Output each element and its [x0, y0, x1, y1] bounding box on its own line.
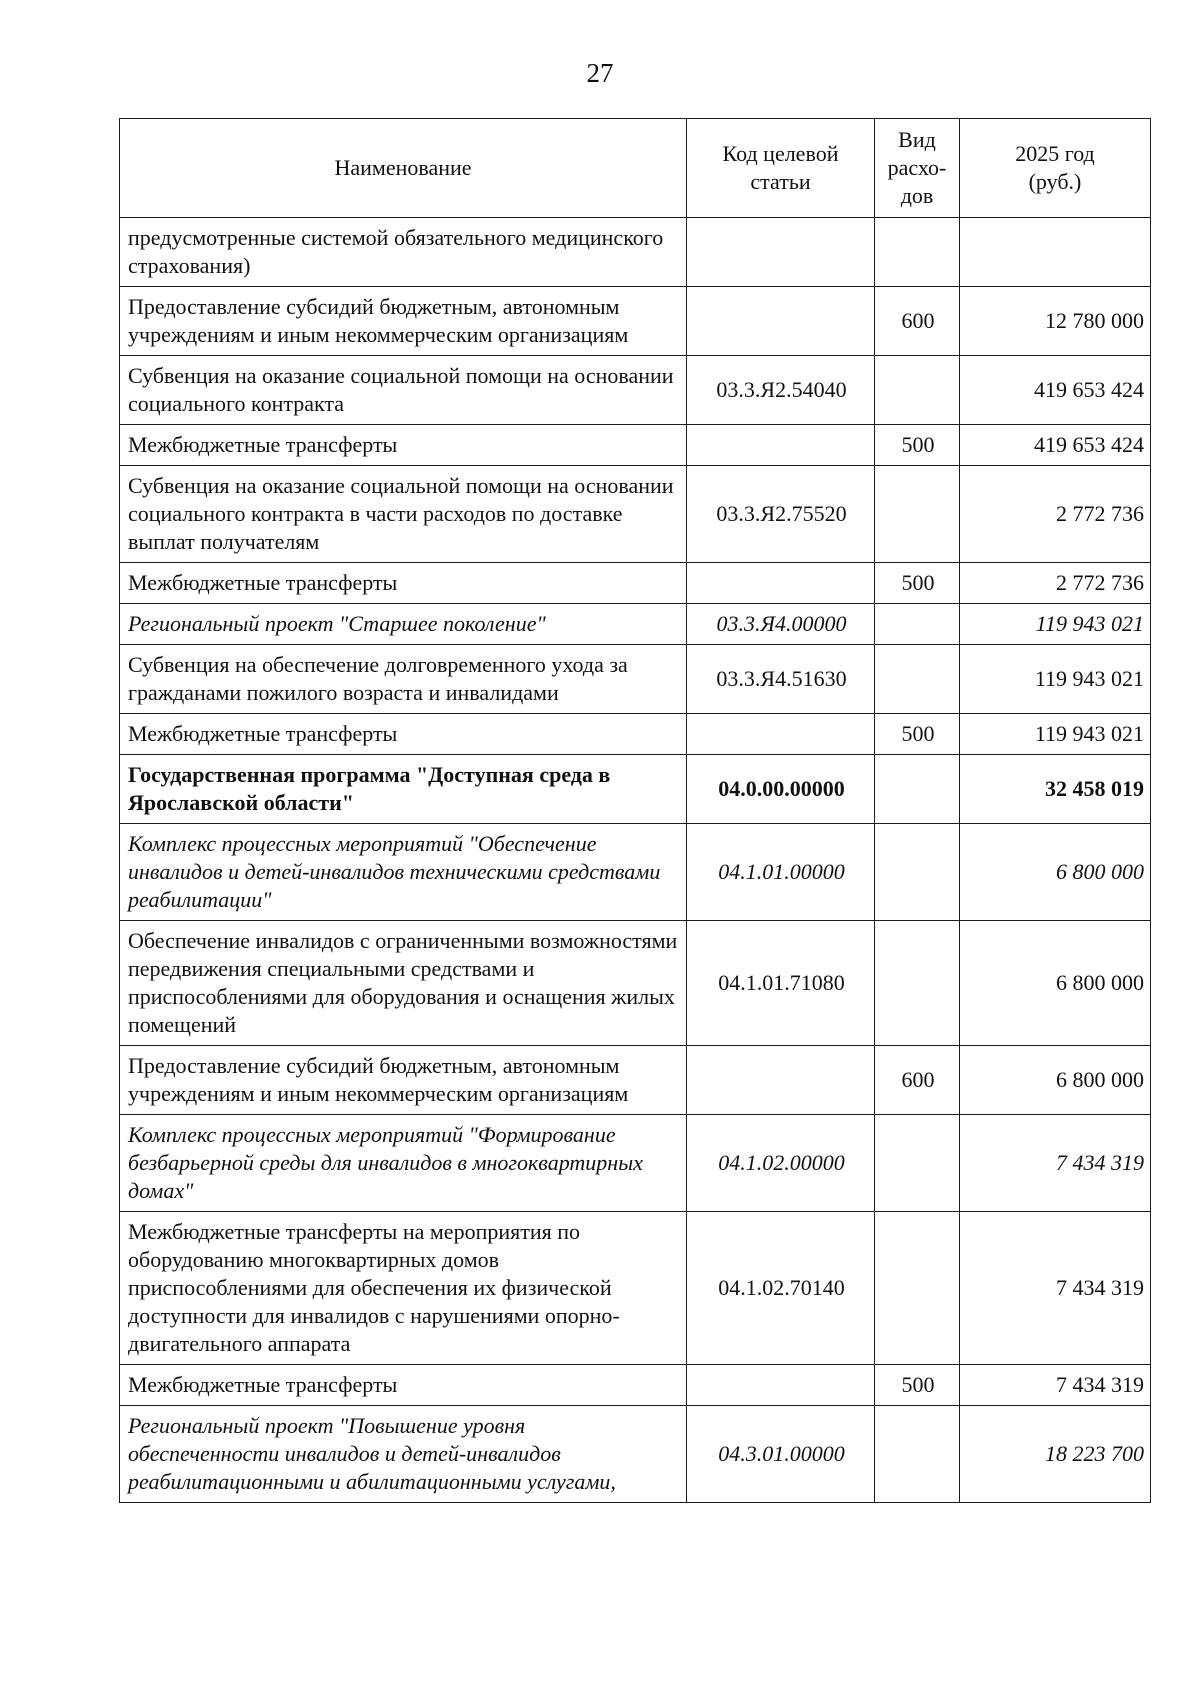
- table-row: [120, 714, 1151, 755]
- table-row: [120, 287, 1151, 356]
- row-amount-cell: 7 434 319: [960, 1365, 1151, 1406]
- row-amount-cell: 7 434 319: [960, 1212, 1151, 1365]
- row-name-cell: Субвенция на обеспечение долговременного ухода за гражданами пожилого возраста и инвалидами: [120, 645, 687, 714]
- row-code-cell: 04.3.01.00000: [687, 1406, 875, 1503]
- row-code-cell: [687, 714, 875, 755]
- row-amount-cell: 7 434 319: [960, 1115, 1151, 1212]
- row-type-cell: [875, 755, 960, 824]
- row-name-cell: Субвенция на оказание социальной помощи на основании социального контракта: [120, 356, 687, 425]
- table-row: [120, 563, 1151, 604]
- header-row: [120, 119, 1151, 218]
- table-row: [120, 604, 1151, 645]
- row-type-cell: 500: [875, 1365, 960, 1406]
- row-name-cell: Субвенция на оказание социальной помощи на основании социального контракта в части расходов по доставке выплат получателям: [120, 466, 687, 563]
- row-name-cell: предусмотренные системой обязательного медицинского страхования): [120, 218, 687, 287]
- table-row: [120, 1365, 1151, 1406]
- row-code-cell: 03.3.Я2.75520: [687, 466, 875, 563]
- row-type-cell: [875, 218, 960, 287]
- row-code-cell: [687, 1046, 875, 1115]
- row-amount-cell: 18 223 700: [960, 1406, 1151, 1503]
- table-row: [120, 1046, 1151, 1115]
- row-code-cell: [687, 1365, 875, 1406]
- row-type-cell: [875, 645, 960, 714]
- table-body: [120, 218, 1151, 1503]
- row-type-cell: [875, 921, 960, 1046]
- header-name-label: Наименование: [334, 155, 472, 180]
- row-amount-cell: 119 943 021: [960, 604, 1151, 645]
- table-row: [120, 645, 1151, 714]
- row-code-cell: 04.1.01.00000: [687, 824, 875, 921]
- row-code-cell: 03.3.Я4.51630: [687, 645, 875, 714]
- header-amount: [960, 119, 1151, 218]
- row-name-cell: Региональный проект "Старшее поколение": [120, 604, 687, 645]
- row-name-cell: Государственная программа "Доступная среда в Ярославской области": [120, 755, 687, 824]
- table-row: [120, 1115, 1151, 1212]
- row-type-cell: [875, 1406, 960, 1503]
- table-header: [120, 119, 1151, 218]
- row-name-cell: Комплекс процессных мероприятий "Формирование безбарьерной среды для инвалидов в многоквартирных домах": [120, 1115, 687, 1212]
- header-code: [687, 119, 875, 218]
- row-name-cell: Межбюджетные трансферты: [120, 714, 687, 755]
- table-row: [120, 425, 1151, 466]
- row-name-cell: Комплекс процессных мероприятий "Обеспечение инвалидов и детей-инвалидов техническими средствами реабилитации": [120, 824, 687, 921]
- row-name-cell: Предоставление субсидий бюджетным, автономным учреждениям и иным некоммерческим организациям: [120, 1046, 687, 1115]
- row-type-cell: 500: [875, 714, 960, 755]
- header-type-line1: Вид: [898, 127, 936, 152]
- row-code-cell: [687, 563, 875, 604]
- row-code-cell: [687, 287, 875, 356]
- row-code-cell: 03.3.Я2.54040: [687, 356, 875, 425]
- row-name-cell: Обеспечение инвалидов с ограниченными возможностями передвижения специальными средствами и приспособлениями для оборудования и оснащения жилых помещений: [120, 921, 687, 1046]
- table-row: [120, 1212, 1151, 1365]
- row-type-cell: [875, 824, 960, 921]
- page-number: 27: [586, 58, 614, 88]
- budget-table: [119, 118, 1151, 1503]
- table-row: [120, 356, 1151, 425]
- row-amount-cell: [960, 218, 1151, 287]
- row-name-cell: Межбюджетные трансферты: [120, 425, 687, 466]
- row-type-cell: [875, 356, 960, 425]
- row-amount-cell: 2 772 736: [960, 563, 1151, 604]
- row-type-cell: 500: [875, 425, 960, 466]
- row-code-cell: 04.1.01.71080: [687, 921, 875, 1046]
- row-type-cell: [875, 1115, 960, 1212]
- row-amount-cell: 6 800 000: [960, 824, 1151, 921]
- table-row: [120, 824, 1151, 921]
- row-code-cell: [687, 425, 875, 466]
- row-type-cell: 500: [875, 563, 960, 604]
- row-type-cell: [875, 466, 960, 563]
- row-name-cell: Предоставление субсидий бюджетным, автономным учреждениям и иным некоммерческим организациям: [120, 287, 687, 356]
- header-amount-line1: 2025 год: [1015, 141, 1095, 166]
- row-amount-cell: 119 943 021: [960, 645, 1151, 714]
- header-type-line2: расхо-: [887, 155, 947, 180]
- row-amount-cell: 419 653 424: [960, 356, 1151, 425]
- row-name-cell: Региональный проект "Повышение уровня обеспеченности инвалидов и детей-инвалидов реабилитационными и абилитационными услугами,: [120, 1406, 687, 1503]
- row-name-cell: Межбюджетные трансферты: [120, 1365, 687, 1406]
- header-name: [120, 119, 687, 218]
- row-amount-cell: 6 800 000: [960, 921, 1151, 1046]
- header-amount-line2: (руб.): [1028, 169, 1082, 194]
- row-name-cell: Межбюджетные трансферты: [120, 563, 687, 604]
- table-row: [120, 466, 1151, 563]
- row-name-cell: Межбюджетные трансферты на мероприятия по оборудованию многоквартирных домов приспособлениями для обеспечения их физической доступности для инвалидов с нарушениями опорно-двигательного аппарата: [120, 1212, 687, 1365]
- row-type-cell: 600: [875, 287, 960, 356]
- table-row: [120, 218, 1151, 287]
- row-type-cell: [875, 604, 960, 645]
- row-code-cell: 03.3.Я4.00000: [687, 604, 875, 645]
- header-code-line1: Код целевой: [722, 141, 839, 166]
- row-code-cell: 04.1.02.00000: [687, 1115, 875, 1212]
- row-amount-cell: 6 800 000: [960, 1046, 1151, 1115]
- table-row: [120, 921, 1151, 1046]
- row-amount-cell: 32 458 019: [960, 755, 1151, 824]
- header-type-line3: дов: [900, 183, 934, 208]
- row-code-cell: [687, 218, 875, 287]
- row-code-cell: 04.0.00.00000: [687, 755, 875, 824]
- row-amount-cell: 12 780 000: [960, 287, 1151, 356]
- table-row: [120, 1406, 1151, 1503]
- row-type-cell: [875, 1212, 960, 1365]
- header-type: [875, 119, 960, 218]
- row-code-cell: 04.1.02.70140: [687, 1212, 875, 1365]
- row-type-cell: 600: [875, 1046, 960, 1115]
- row-amount-cell: 419 653 424: [960, 425, 1151, 466]
- row-amount-cell: 119 943 021: [960, 714, 1151, 755]
- table-row: [120, 755, 1151, 824]
- header-code-line2: статьи: [750, 169, 811, 194]
- row-amount-cell: 2 772 736: [960, 466, 1151, 563]
